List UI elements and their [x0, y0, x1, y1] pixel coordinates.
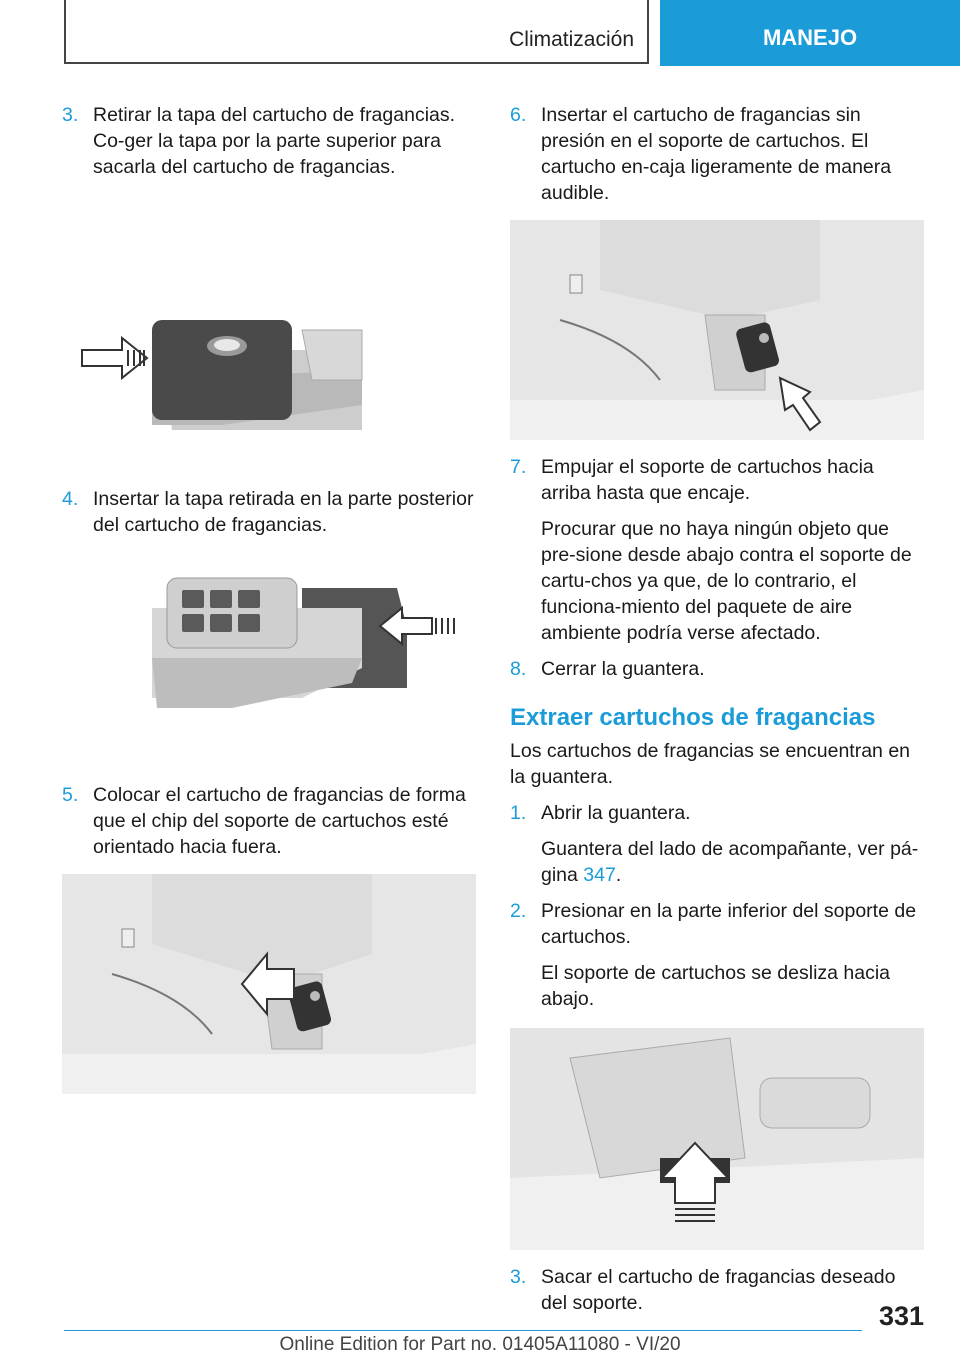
remove-step-2-note: El soporte de cartuchos se desliza hacia abajo.	[541, 962, 891, 1010]
remove-step-3	[510, 1264, 926, 1316]
step-8	[510, 656, 926, 682]
glovebox-holder-illustration	[62, 874, 476, 1094]
cartridge-back-illustration	[62, 548, 482, 768]
figure-remove-cap	[62, 180, 482, 470]
figure-insert-cartridge	[510, 220, 924, 440]
step-text: Presionar en la parte inferior del soporte de cartuchos.	[541, 900, 917, 948]
step-number: 4.	[62, 488, 79, 510]
section-intro: Los cartuchos de fragancias se encuentran en la guantera.	[510, 740, 911, 788]
step-3	[62, 102, 482, 180]
section-title: Climatización	[509, 28, 634, 51]
step-number: 3.	[510, 1266, 527, 1288]
section-heading: Extraer cartuchos de fragancias	[510, 704, 876, 731]
step-text: Insertar la tapa retirada en la parte posterior del cartucho de fragancias.	[93, 488, 474, 536]
step-4	[62, 486, 482, 538]
remove-step-1-note	[541, 836, 926, 888]
step-number: 2.	[510, 900, 527, 922]
page-number: 331	[879, 1301, 925, 1331]
figure-position-chip	[62, 874, 476, 1094]
page-reference-link[interactable]: 347	[583, 864, 616, 886]
step-text: Colocar el cartucho de fragancias de forma que el chip del soporte de cartuchos esté orientado hacia fuera.	[93, 784, 466, 858]
figure-insert-cap	[62, 548, 482, 768]
step-number: 1.	[510, 802, 527, 824]
figure-press-holder	[510, 1028, 924, 1250]
step-7	[510, 454, 926, 506]
footer-edition: Online Edition for Part no. 01405A11080 - VI/20	[279, 1334, 681, 1355]
step-number: 7.	[510, 456, 527, 478]
step-number: 8.	[510, 658, 527, 680]
step-number: 5.	[62, 784, 79, 806]
step-text: Abrir la guantera.	[541, 802, 691, 824]
step-number: 6.	[510, 104, 527, 126]
step-text: Cerrar la guantera.	[541, 658, 705, 680]
note-text: Guantera del lado de acompañante, ver pá-gina	[541, 838, 919, 886]
holder-press-illustration	[510, 1028, 924, 1250]
step-7-note: Procurar que no haya ningún objeto que pre-sione desde abajo contra el soporte de cartu-chos ya que, de lo contrario, el funciona-miento del paquete de aire ambiente podría verse afectado.	[541, 518, 912, 644]
chapter-label: MANEJO	[762, 25, 858, 50]
right-column	[510, 102, 926, 1326]
step-text: Insertar el cartucho de fragancias sin presión en el soporte de cartuchos. El cartucho en-caja ligeramente de manera audible.	[541, 104, 892, 204]
holder-insert-illustration	[510, 220, 924, 440]
chapter-tab[interactable]	[660, 0, 960, 66]
step-text: Sacar el cartucho de fragancias deseado del soporte.	[541, 1266, 896, 1314]
footer-divider	[64, 1330, 862, 1331]
left-column	[62, 102, 482, 1094]
remove-step-1	[510, 800, 926, 826]
step-text: Empujar el soporte de cartuchos hacia arriba hasta que encaje.	[541, 456, 874, 504]
step-number: 3.	[62, 104, 79, 126]
step-text: Retirar la tapa del cartucho de fragancias. Co-ger la tapa por la parte superior para sacarla del cartucho de fragancias.	[93, 104, 456, 178]
remove-step-2	[510, 898, 926, 950]
step-6	[510, 102, 926, 206]
step-5	[62, 782, 482, 860]
note-suffix: .	[615, 864, 622, 886]
cartridge-cap-illustration	[62, 180, 482, 470]
